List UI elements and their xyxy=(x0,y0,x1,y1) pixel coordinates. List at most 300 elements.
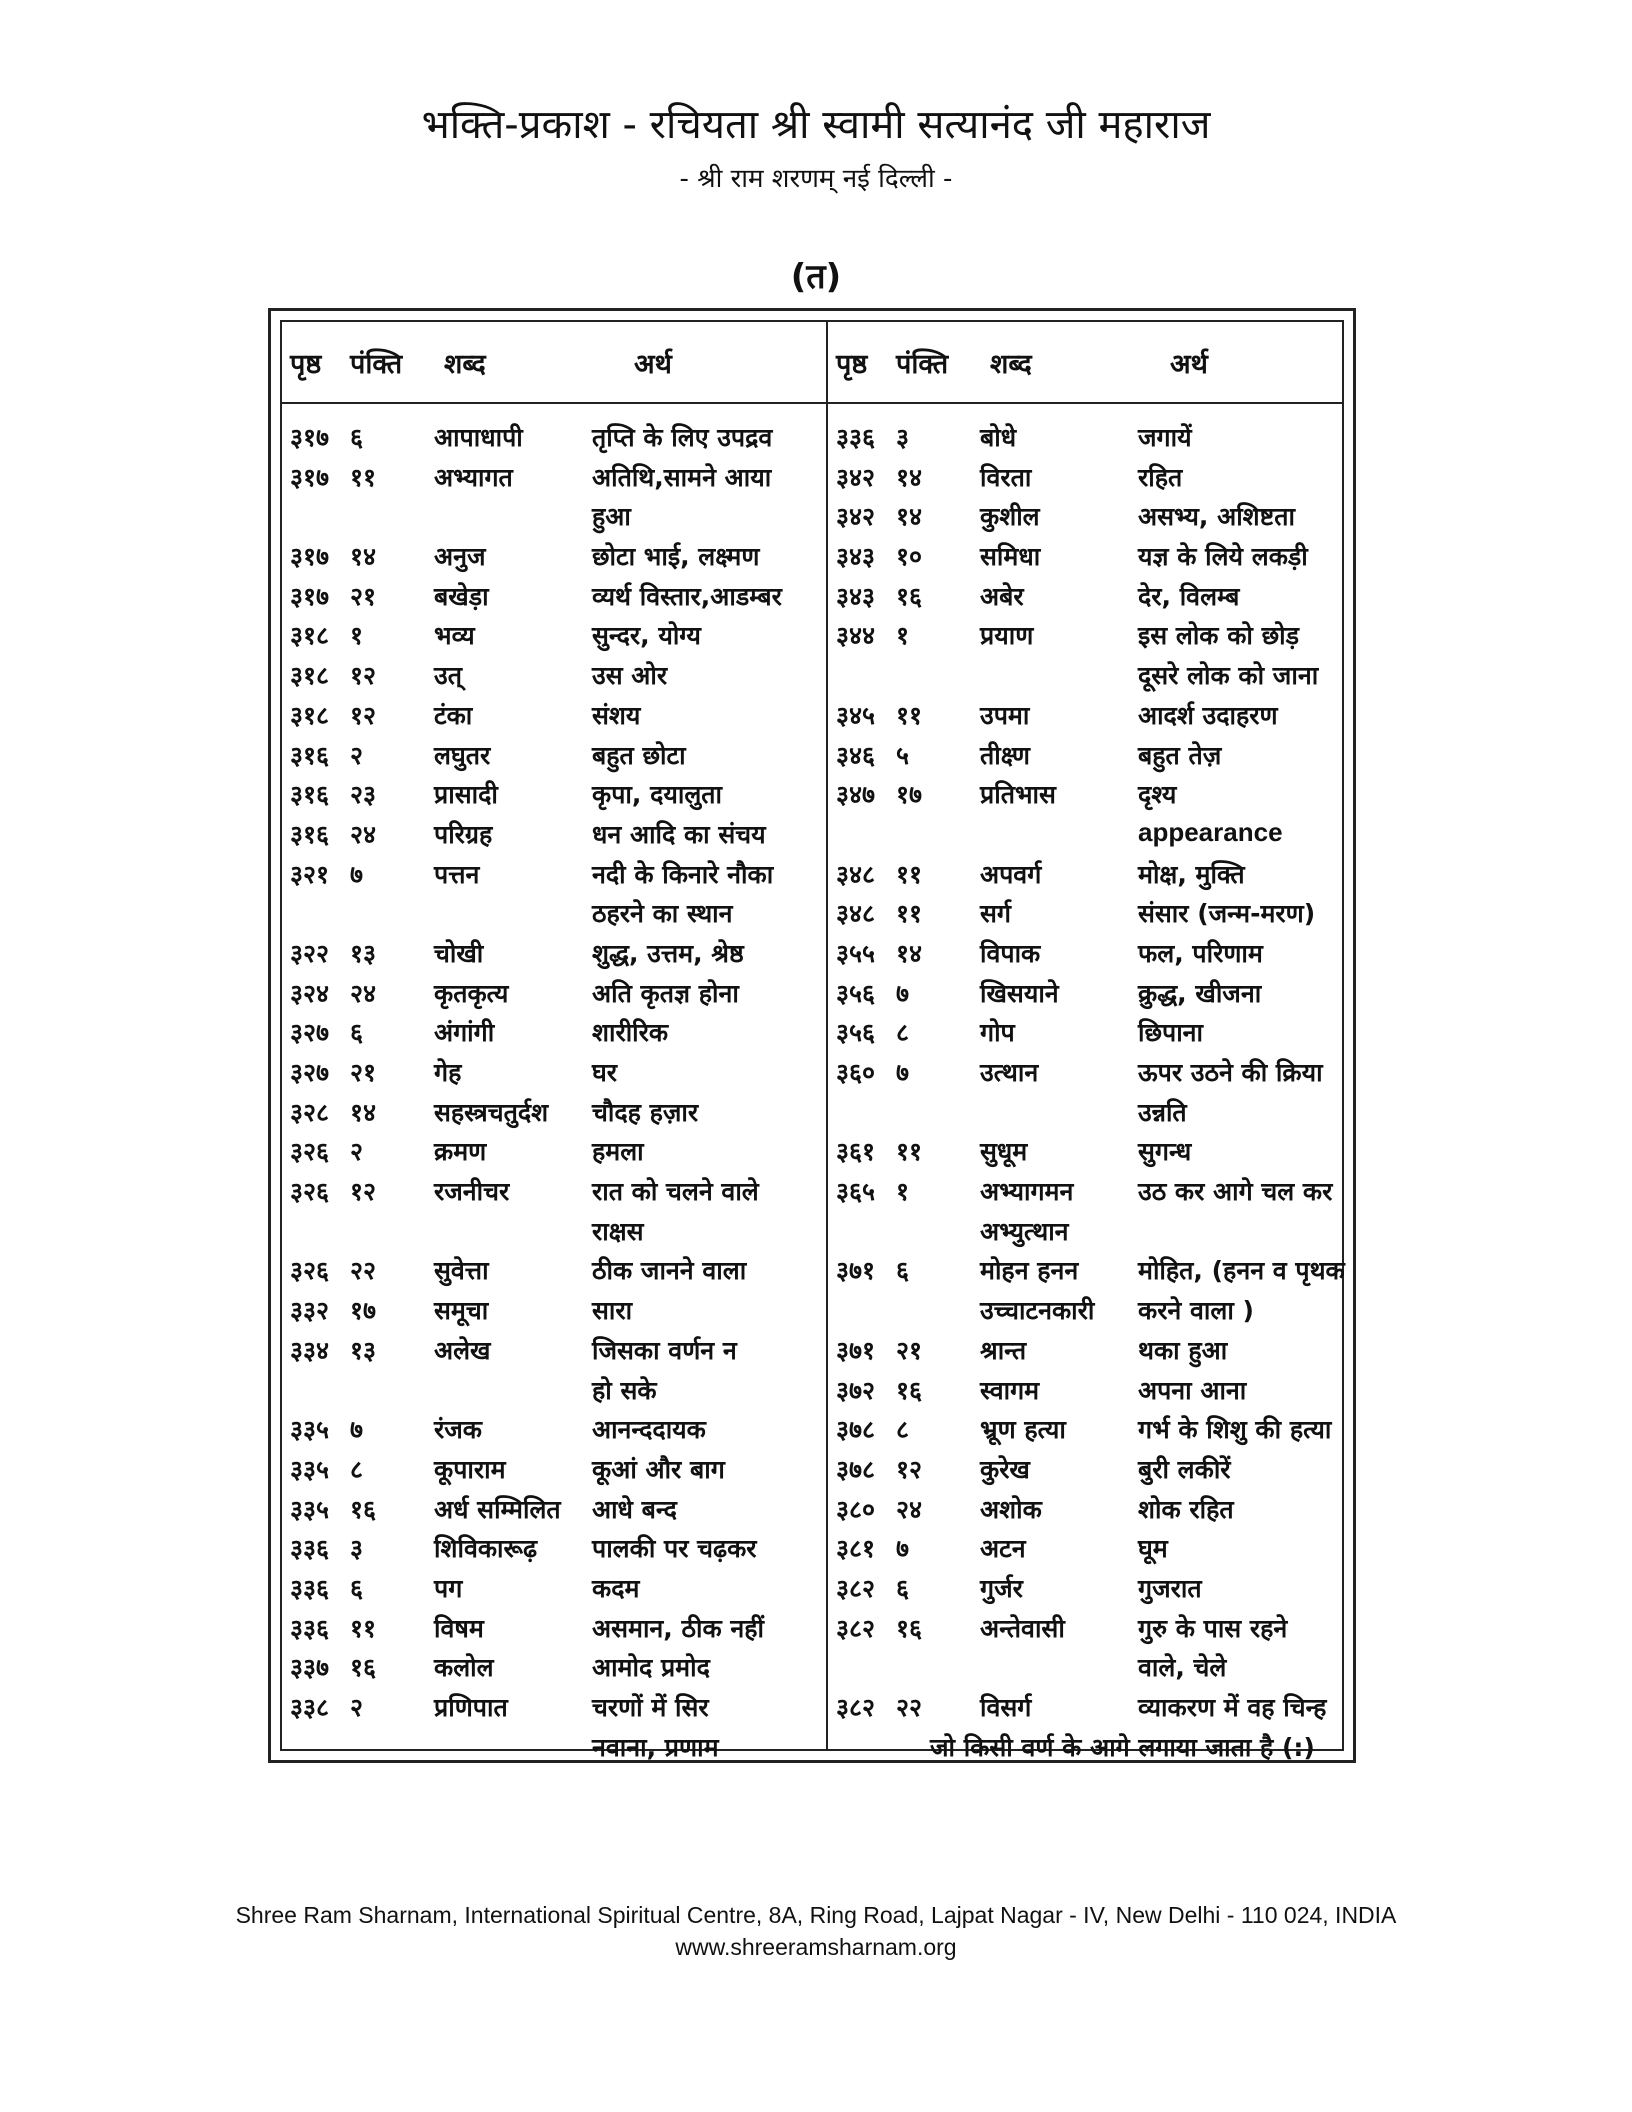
meaning-cell: संसार (जन्म-मरण) xyxy=(1138,899,1316,929)
line-cell: १४ xyxy=(896,502,923,532)
page-cell: ३३६ xyxy=(290,1613,330,1643)
page-cell: ३३८ xyxy=(290,1693,330,1722)
word-cell: अशोक xyxy=(980,1494,1042,1524)
page-cell: ३८२ xyxy=(836,1613,876,1643)
meaning-cell: जिसका वर्णन न xyxy=(592,1335,737,1365)
page-cell: ३१७ xyxy=(290,423,330,452)
table-row xyxy=(284,1170,826,1210)
meaning-cell: उन्नति xyxy=(1138,1097,1187,1127)
meaning-cell: यज्ञ के लिये लकड़ी xyxy=(1138,542,1308,572)
word-cell: विरता xyxy=(980,462,1032,492)
table-row xyxy=(284,734,826,774)
meaning-cell: मोक्ष, मुक्ति xyxy=(1138,859,1245,889)
line-cell: ६ xyxy=(896,1573,910,1603)
line-cell: ८ xyxy=(896,1018,910,1048)
meaning-cell: अति कृतज्ञ होना xyxy=(592,978,739,1008)
word-cell: मोहन हनन xyxy=(980,1256,1079,1286)
meaning-cell: पालकी पर चढ़कर xyxy=(592,1534,757,1564)
word-cell: अलेख xyxy=(434,1335,491,1365)
meaning-cell: हो सके xyxy=(592,1375,657,1405)
table-row xyxy=(830,694,1372,734)
table-row xyxy=(284,1527,826,1567)
line-cell: १६ xyxy=(350,1494,377,1524)
meaning-cell: देर, विलम्ब xyxy=(1138,581,1240,611)
line-cell: ६ xyxy=(896,1256,910,1286)
meaning-cell: नदी के किनारे नौका xyxy=(592,859,774,889)
line-cell: १२ xyxy=(350,661,377,691)
table-row xyxy=(830,1329,1372,1369)
table-row xyxy=(284,1210,826,1250)
word-cell: विषम xyxy=(434,1613,484,1643)
word-cell: सहस्त्रचतुर्दश xyxy=(434,1097,549,1127)
line-cell: ६ xyxy=(350,1018,364,1048)
page-cell: ३३५ xyxy=(290,1415,330,1445)
meaning-cell: शारीरिक xyxy=(592,1018,669,1048)
table-row xyxy=(284,1249,826,1289)
meaning-cell: व्यर्थ विस्तार,आडम्बर xyxy=(592,581,782,611)
page-cell: ३१८ xyxy=(290,700,330,730)
page-cell: ३४२ xyxy=(836,462,876,492)
meaning-cell: आमोद प्रमोद xyxy=(592,1653,710,1683)
line-cell: २ xyxy=(350,740,364,770)
table-row xyxy=(830,1726,1372,1766)
table-row xyxy=(284,614,826,654)
header-meaning: अर्थ xyxy=(634,349,672,380)
page-cell: ३५५ xyxy=(836,938,876,968)
word-cell: भ्रूण हत्या xyxy=(980,1415,1066,1445)
meaning-cell: छोटा भाई, लक्ष्मण xyxy=(592,542,760,572)
line-cell: १६ xyxy=(896,1613,923,1643)
word-cell: कुशील xyxy=(980,502,1040,532)
word-cell: अटन xyxy=(980,1534,1026,1564)
line-cell: १७ xyxy=(350,1296,377,1326)
word-cell: सर्ग xyxy=(980,899,1011,929)
page-cell: ३३५ xyxy=(290,1454,330,1484)
line-cell: १ xyxy=(350,621,364,651)
word-cell: कृतकृत्य xyxy=(434,978,509,1008)
page-cell: ३३६ xyxy=(290,1534,330,1564)
page-cell: ३८० xyxy=(836,1494,876,1524)
line-cell: ८ xyxy=(896,1415,910,1445)
page-cell: ३८२ xyxy=(836,1693,876,1722)
word-cell: परिग्रह xyxy=(434,819,493,849)
meaning-cell: चरणों में सिर xyxy=(592,1693,709,1722)
table-row xyxy=(830,1249,1372,1289)
meaning-cell: छिपाना xyxy=(1138,1018,1204,1048)
meaning-cell: गुरु के पास रहने xyxy=(1138,1613,1288,1643)
word-cell: लघुतर xyxy=(434,740,491,770)
line-cell: ६ xyxy=(350,1573,364,1603)
page-cell: ३४८ xyxy=(836,899,876,929)
table-row xyxy=(284,1369,826,1409)
line-cell: ११ xyxy=(896,859,923,889)
line-cell: ७ xyxy=(896,1058,910,1087)
table-row xyxy=(830,1289,1372,1329)
word-cell: खिसयाने xyxy=(980,978,1059,1008)
table-row xyxy=(284,853,826,893)
page-cell: ३३२ xyxy=(290,1296,330,1326)
page-cell: ३४८ xyxy=(836,859,876,889)
table-row xyxy=(284,1646,826,1686)
page-cell: ३३४ xyxy=(290,1335,330,1365)
table-row xyxy=(284,1051,826,1091)
table-row xyxy=(830,1607,1372,1647)
word-cell: सुधूम xyxy=(980,1137,1028,1167)
word-cell: अबेर xyxy=(980,581,1024,611)
table-row xyxy=(830,535,1372,575)
table-row xyxy=(830,654,1372,694)
line-cell: ११ xyxy=(896,899,923,929)
table-row xyxy=(284,813,826,853)
table-row xyxy=(284,773,826,813)
table-row xyxy=(284,1686,826,1726)
word-cell: आपाधापी xyxy=(434,423,523,452)
table-row xyxy=(284,1408,826,1448)
meaning-cell: व्याकरण में वह चिन्ह xyxy=(1138,1693,1327,1722)
table-row xyxy=(830,1567,1372,1607)
page-cell: ३२७ xyxy=(290,1018,330,1048)
line-cell: २१ xyxy=(350,581,377,611)
word-cell: गेह xyxy=(434,1058,462,1087)
word-cell: कूपाराम xyxy=(434,1454,506,1484)
page-cell: ३३५ xyxy=(290,1494,330,1524)
word-cell: टंका xyxy=(434,700,473,730)
line-cell: ११ xyxy=(896,700,923,730)
left-header-row xyxy=(284,336,826,382)
table-row xyxy=(284,1130,826,1170)
page-cell: ३२४ xyxy=(290,978,330,1008)
line-cell: १ xyxy=(896,1177,910,1207)
page-cell: ३१७ xyxy=(290,462,330,492)
word-cell: उत् xyxy=(434,661,462,691)
line-cell: १७ xyxy=(896,780,923,810)
table-row xyxy=(830,1448,1372,1488)
line-cell: ११ xyxy=(350,462,377,492)
word-cell: समूचा xyxy=(434,1296,489,1326)
page-cell: ३१७ xyxy=(290,581,330,611)
page-cell: ३२७ xyxy=(290,1058,330,1087)
meaning-cell: रहित xyxy=(1138,462,1183,492)
meaning-cell: उस ओर xyxy=(592,661,668,691)
page-cell: ३८१ xyxy=(836,1534,876,1564)
meaning-cell: सुन्दर, योग्य xyxy=(592,621,701,651)
line-cell: ५ xyxy=(896,740,910,770)
table-row xyxy=(284,1011,826,1051)
table-row xyxy=(830,1488,1372,1528)
table-row xyxy=(830,1408,1372,1448)
word-cell: विसर्ग xyxy=(980,1693,1032,1722)
page-cell: ३२६ xyxy=(290,1137,330,1167)
page-cell: ३१८ xyxy=(290,621,330,651)
page-cell: ३२८ xyxy=(290,1097,330,1127)
left-rows xyxy=(284,416,826,1765)
table-row xyxy=(830,495,1372,535)
word-cell: बखेड़ा xyxy=(434,581,489,611)
table-row xyxy=(284,1567,826,1607)
table-row xyxy=(284,575,826,615)
line-cell: १६ xyxy=(896,581,923,611)
meaning-cell: कृपा, दयालुता xyxy=(592,780,723,810)
table-row xyxy=(284,1091,826,1131)
header-line: पंक्ति xyxy=(896,349,949,380)
header-word: शब्द xyxy=(990,349,1032,380)
header-line: पंक्ति xyxy=(350,349,403,380)
right-rows xyxy=(830,416,1372,1765)
line-cell: १४ xyxy=(896,938,923,968)
meaning-cell: इस लोक को छोड़ xyxy=(1138,621,1299,651)
word-cell: बोधे xyxy=(980,423,1017,452)
table-row xyxy=(830,1369,1372,1409)
line-cell: १४ xyxy=(350,542,377,572)
meaning-cell: क्रुद्ध, खीजना xyxy=(1138,978,1262,1008)
word-cell: रजनीचर xyxy=(434,1177,510,1207)
line-cell: ७ xyxy=(350,859,364,889)
word-cell: गुर्जर xyxy=(980,1573,1023,1603)
page-subtitle: - श्री राम शरणम् नई दिल्ली - xyxy=(679,164,953,194)
table-row xyxy=(284,1607,826,1647)
word-cell: गोप xyxy=(980,1018,1015,1048)
glossary-table-inner xyxy=(280,320,1345,1762)
word-cell: अभ्युत्थान xyxy=(980,1216,1069,1246)
page-cell: ३८२ xyxy=(836,1573,876,1603)
line-cell: ६ xyxy=(350,423,364,452)
line-cell: ७ xyxy=(350,1415,364,1445)
table-row xyxy=(284,1329,826,1369)
page-cell: ३२२ xyxy=(290,938,330,968)
line-cell: ७ xyxy=(896,1534,910,1564)
meaning-cell: हुआ xyxy=(592,502,631,532)
page-cell: ३३६ xyxy=(836,423,876,452)
meaning-cell: बुरी लकीरें xyxy=(1138,1454,1231,1484)
page-cell: ३७१ xyxy=(836,1256,876,1286)
glossary-table xyxy=(268,308,1356,1763)
page-cell: ३२६ xyxy=(290,1256,330,1286)
meaning-cell: रात को चलने वाले xyxy=(592,1177,759,1207)
table-row xyxy=(830,614,1372,654)
table-row xyxy=(830,456,1372,496)
page-cell: ३५६ xyxy=(836,978,876,1008)
page-cell: ३२१ xyxy=(290,859,330,889)
table-row xyxy=(284,654,826,694)
header-page: पृष्ठ xyxy=(836,349,868,380)
word-cell: शिविकारूढ़ xyxy=(434,1534,538,1564)
right-header-row xyxy=(830,336,1372,382)
line-cell: २४ xyxy=(896,1494,923,1524)
word-cell: अभ्यागत xyxy=(434,462,513,492)
page-cell: ३१८ xyxy=(290,661,330,691)
meaning-cell: आदर्श उदाहरण xyxy=(1138,700,1278,730)
meaning-cell: जगायें xyxy=(1138,423,1192,452)
word-cell: उच्चाटनकारी xyxy=(980,1296,1095,1326)
word-cell: तीक्ष्ण xyxy=(980,740,1030,770)
line-cell: १३ xyxy=(350,938,377,968)
word-cell: स्वागम xyxy=(980,1375,1040,1405)
table-row xyxy=(830,892,1372,932)
table-row xyxy=(284,892,826,932)
word-cell: भव्य xyxy=(434,621,475,651)
table-row xyxy=(830,1170,1372,1210)
line-cell: १४ xyxy=(350,1097,377,1127)
page-cell: ३६५ xyxy=(836,1177,876,1207)
meaning-cell: बहुत छोटा xyxy=(592,740,686,770)
word-cell: श्रान्त xyxy=(980,1335,1027,1365)
table-row xyxy=(284,1726,826,1766)
table-row xyxy=(830,416,1372,456)
column-divider xyxy=(826,322,828,1749)
page-cell: ३१६ xyxy=(290,819,330,849)
line-cell: १६ xyxy=(896,1375,923,1405)
footer-website[interactable]: www.shreeramsharnam.org xyxy=(675,1934,957,1960)
meaning-cell: कूआं और बाग xyxy=(592,1454,725,1484)
page-cell: ३५६ xyxy=(836,1018,876,1048)
wide-cell: जो किसी वर्ण के आगे लगाया जाता है (:) xyxy=(930,1732,1315,1762)
line-cell: २३ xyxy=(350,780,377,810)
meaning-cell: हमला xyxy=(592,1137,644,1167)
page-cell: ३७२ xyxy=(836,1375,876,1405)
meaning-cell: शुद्ध, उत्तम, श्रेष्ठ xyxy=(592,938,744,968)
line-cell: ८ xyxy=(350,1454,364,1484)
line-cell: १२ xyxy=(896,1454,923,1484)
word-cell: अनुज xyxy=(434,542,486,572)
meaning-cell: संशय xyxy=(592,700,641,730)
line-cell: ११ xyxy=(896,1137,923,1167)
meaning-cell: ठीक जानने वाला xyxy=(592,1256,747,1286)
page-cell: ३४३ xyxy=(836,581,876,611)
page-cell: ३३७ xyxy=(290,1653,330,1683)
word-cell: समिधा xyxy=(980,542,1041,572)
meaning-cell: आधे बन्द xyxy=(592,1494,677,1524)
meaning-cell: फल, परिणाम xyxy=(1138,938,1263,968)
word-cell: उपमा xyxy=(980,700,1030,730)
footer-address: Shree Ram Sharnam, International Spiritual Centre, 8A, Ring Road, Lajpat Nagar - IV, New Delhi - 110 024, INDIA xyxy=(235,1902,1397,1928)
line-cell: २१ xyxy=(896,1335,923,1365)
line-cell: ११ xyxy=(350,1613,377,1643)
meaning-cell: appearance xyxy=(1138,816,1283,847)
page-cell: ३४२ xyxy=(836,502,876,532)
table-row xyxy=(284,1289,826,1329)
table-row xyxy=(830,1686,1372,1726)
header-page: पृष्ठ xyxy=(290,349,322,380)
word-cell: अपवर्ग xyxy=(980,859,1042,889)
meaning-cell: ठहरने का स्थान xyxy=(592,899,733,929)
page-cell: ३४५ xyxy=(836,700,876,730)
section-letter: (त) xyxy=(790,257,842,297)
meaning-cell: गर्भ के शिशु की हत्या xyxy=(1138,1415,1332,1445)
meaning-cell: अपना आना xyxy=(1138,1375,1247,1405)
line-cell: ३ xyxy=(350,1534,364,1564)
meaning-cell: उठ कर आगे चल कर xyxy=(1138,1177,1333,1207)
table-row xyxy=(284,416,826,456)
line-cell: २२ xyxy=(896,1693,923,1722)
meaning-cell: घूम xyxy=(1138,1534,1168,1564)
line-cell: १६ xyxy=(350,1653,377,1683)
word-cell: अन्तेवासी xyxy=(980,1613,1065,1643)
page-cell: ३६१ xyxy=(836,1137,876,1167)
table-row xyxy=(830,1210,1372,1250)
table-row xyxy=(284,932,826,972)
line-cell: ७ xyxy=(896,978,910,1008)
table-row xyxy=(830,575,1372,615)
word-cell: रंजक xyxy=(434,1415,482,1445)
meaning-cell: तृप्ति के लिए उपद्रव xyxy=(592,423,773,452)
word-cell: पग xyxy=(434,1573,463,1603)
page-cell: ३४६ xyxy=(836,740,876,770)
meaning-cell: कदम xyxy=(592,1573,640,1603)
meaning-cell: मोहित, (हनन व पृथक xyxy=(1138,1256,1345,1286)
word-cell: क्रमण xyxy=(434,1137,487,1167)
meaning-cell: असमान, ठीक नहीं xyxy=(592,1613,765,1643)
line-cell: २४ xyxy=(350,819,377,849)
line-cell: २ xyxy=(350,1137,364,1167)
line-cell: १ xyxy=(896,621,910,651)
table-row xyxy=(830,773,1372,813)
word-cell: प्रासादी xyxy=(434,780,498,810)
word-cell: प्रतिभास xyxy=(980,780,1056,810)
word-cell: अंगांगी xyxy=(434,1018,495,1048)
page-cell: ३७८ xyxy=(836,1415,876,1445)
meaning-cell: घर xyxy=(592,1058,618,1087)
page-cell: ३७१ xyxy=(836,1335,876,1365)
word-cell: अर्ध सम्मिलित xyxy=(434,1494,561,1524)
meaning-cell: आनन्ददायक xyxy=(592,1415,706,1445)
meaning-cell: गुजरात xyxy=(1138,1573,1202,1603)
line-cell: १२ xyxy=(350,1177,377,1207)
page-cell: ३४७ xyxy=(836,780,876,810)
word-cell: उत्थान xyxy=(980,1058,1039,1087)
meaning-cell: दूसरे लोक को जाना xyxy=(1138,661,1319,691)
table-row xyxy=(284,694,826,734)
line-cell: २१ xyxy=(350,1058,377,1087)
word-cell: चोखी xyxy=(434,938,484,968)
header-word: शब्द xyxy=(444,349,486,380)
line-cell: १० xyxy=(896,542,923,572)
table-row xyxy=(830,813,1372,853)
line-cell: २४ xyxy=(350,978,377,1008)
meaning-cell: धन आदि का संचय xyxy=(592,819,766,849)
word-cell: प्रणिपात xyxy=(434,1693,508,1722)
page-cell: ३४३ xyxy=(836,542,876,572)
table-row xyxy=(284,456,826,496)
word-cell: अभ्यागमन xyxy=(980,1177,1074,1207)
table-row xyxy=(284,1448,826,1488)
page-cell: ३६० xyxy=(836,1058,876,1087)
table-row xyxy=(830,1051,1372,1091)
table-row xyxy=(830,1130,1372,1170)
word-cell: पत्तन xyxy=(434,859,480,889)
meaning-cell: चौदह हज़ार xyxy=(592,1097,699,1127)
page-cell: ३१६ xyxy=(290,740,330,770)
line-cell: १२ xyxy=(350,700,377,730)
table-row xyxy=(830,972,1372,1012)
page-cell: ३३६ xyxy=(290,1573,330,1603)
line-cell: २ xyxy=(350,1693,364,1722)
table-row xyxy=(830,1527,1372,1567)
line-cell: ३ xyxy=(896,423,910,452)
meaning-cell: असभ्य, अशिष्टता xyxy=(1138,502,1296,532)
meaning-cell: सुगन्ध xyxy=(1138,1137,1192,1167)
word-cell: कलोल xyxy=(434,1653,494,1683)
meaning-cell: अतिथि,सामने आया xyxy=(592,462,772,492)
line-cell: १४ xyxy=(896,462,923,492)
page-cell: ३७८ xyxy=(836,1454,876,1484)
table-row xyxy=(830,1011,1372,1051)
word-cell: सुवेत्ता xyxy=(434,1256,489,1286)
meaning-cell: बहुत तेज़ xyxy=(1138,740,1222,770)
meaning-cell: करने वाला ) xyxy=(1138,1296,1254,1326)
header-rule xyxy=(282,402,1342,404)
table-row xyxy=(284,972,826,1012)
meaning-cell: सारा xyxy=(592,1296,633,1326)
